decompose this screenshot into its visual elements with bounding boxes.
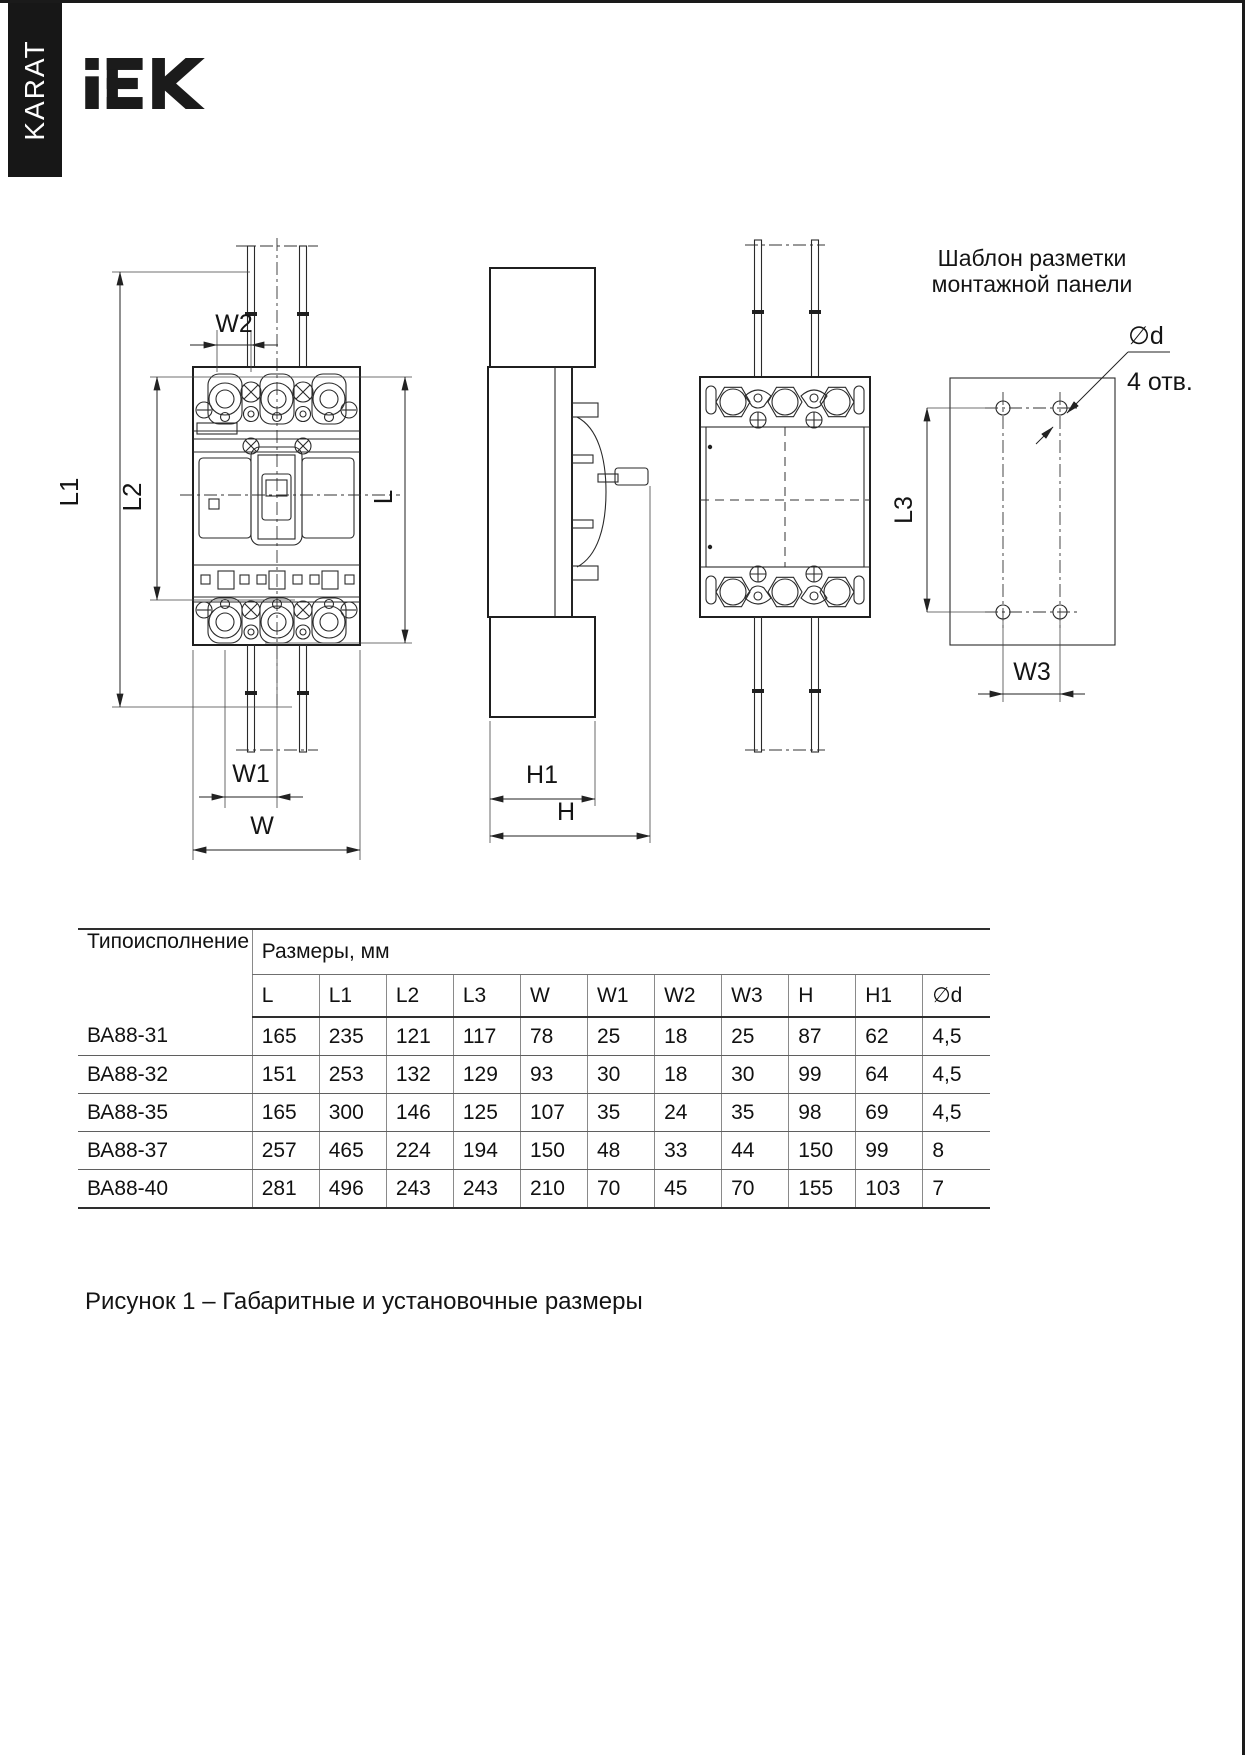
dim-l1-label: L1 [54,477,84,507]
dim-column-header: W2 [655,975,722,1018]
table-row [78,1056,990,1094]
dim-column-header: W1 [588,975,655,1018]
dimension-value-cell: 25 [722,1017,789,1056]
dimension-value-cell: 99 [856,1132,923,1170]
dimension-value-cell: 235 [319,1017,386,1056]
dim-w-label: W [250,812,274,840]
dimension-value-cell: 70 [588,1170,655,1209]
dimension-value-cell: 25 [588,1017,655,1056]
back-view [700,240,870,752]
dim-column-header: L1 [319,975,386,1018]
side-view-dimensions [490,486,650,843]
dim-w3-label: W3 [1013,658,1051,686]
dimension-value-cell: 253 [319,1056,386,1094]
dimension-value-cell: 107 [520,1094,587,1132]
dimension-value-cell: 98 [789,1094,856,1132]
table-row [78,1094,990,1132]
template-title-line1: Шаблон разметки [937,245,1127,271]
front-view [180,238,400,752]
dimension-value-cell: 146 [386,1094,453,1132]
dimension-value-cell: 48 [588,1132,655,1170]
karat-label: KARAT [19,39,50,141]
type-designation-cell: ВА88-40 [87,1176,169,1200]
template-title-line2: монтажной панели [931,271,1133,297]
dimension-value-cell: 165 [252,1094,319,1132]
dimension-value-cell: 150 [520,1132,587,1170]
dimension-value-cell: 155 [789,1170,856,1209]
dimension-value-cell: 257 [252,1132,319,1170]
dimension-value-cell: 7 [923,1170,990,1209]
table-row [78,1170,990,1209]
dimension-value-cell: 125 [453,1094,520,1132]
figure-caption: Рисунок 1 – Габаритные и установочные размеры [85,1288,643,1315]
dimension-value-cell: 4,5 [923,1056,990,1094]
dimension-value-cell: 24 [655,1094,722,1132]
dimension-value-cell: 465 [319,1132,386,1170]
dim-column-header: L [252,975,319,1018]
dimension-value-cell: 117 [453,1017,520,1056]
type-designation-cell: ВА88-31 [78,1017,252,1056]
dimension-value-cell: 18 [655,1056,722,1094]
dim-column-header: L3 [453,975,520,1018]
dimension-value-cell: 30 [722,1056,789,1094]
type-designation-cell: ВА88-35 [78,1094,252,1132]
dimension-value-cell: 30 [588,1056,655,1094]
dim-l3-label: L3 [890,496,918,524]
dim-column-header: W [520,975,587,1018]
dimension-value-cell: 93 [520,1056,587,1094]
dim-w2-label: W2 [215,310,253,338]
holes-count-label: 4 отв. [1127,368,1193,396]
dimension-value-cell: 132 [386,1056,453,1094]
dimension-value-cell: 103 [856,1170,923,1209]
dim-h-label: H [556,798,576,826]
dim-column-header: H1 [856,975,923,1018]
dimension-value-cell: 78 [520,1017,587,1056]
table-row [78,1017,990,1056]
dimension-value-cell: 165 [252,1017,319,1056]
dim-column-header: W3 [722,975,789,1018]
dimension-value-cell: 151 [252,1056,319,1094]
dim-l-label: L [368,489,398,505]
dimension-value-cell: 4,5 [923,1017,990,1056]
dimension-value-cell: 496 [319,1170,386,1209]
dimension-value-cell: 99 [789,1056,856,1094]
hole-diameter-label: ∅d [1128,322,1164,350]
side-view [488,268,648,717]
dim-column-header: H [789,975,856,1018]
dimension-value-cell: 18 [655,1017,722,1056]
dimension-value-cell: 70 [722,1170,789,1209]
dim-w1-label: W1 [232,760,270,788]
dimension-value-cell: 129 [453,1056,520,1094]
dimension-value-cell: 121 [386,1017,453,1056]
dim-h1-label: H1 [526,761,558,789]
dimension-value-cell: 33 [655,1132,722,1170]
type-designation-cell: ВА88-32 [78,1056,252,1094]
dim-column-header: ∅d [923,975,990,1018]
dimension-value-cell: 210 [520,1170,587,1209]
dimension-value-cell: 35 [722,1094,789,1132]
dimension-value-cell: 224 [386,1132,453,1170]
dimension-value-cell: 300 [319,1094,386,1132]
dimension-value-cell: 35 [588,1094,655,1132]
dimension-value-cell: 87 [789,1017,856,1056]
mounting-template-view [890,245,1193,702]
dimension-value-cell: 150 [789,1132,856,1170]
type-designation-cell: ВА88-37 [78,1132,252,1170]
dimension-value-cell: 62 [856,1017,923,1056]
dimension-value-cell: 44 [722,1132,789,1170]
dimension-value-cell: 281 [252,1170,319,1209]
dimensions-table [78,928,990,1209]
dimension-value-cell: 69 [856,1094,923,1132]
sizes-group-header: Размеры, мм [252,929,990,975]
dimension-value-cell: 243 [386,1170,453,1209]
dimension-value-cell: 8 [923,1132,990,1170]
table-body [78,1017,990,1208]
dimension-value-cell: 4,5 [923,1094,990,1132]
front-view-dimensions [54,272,412,860]
dimension-value-cell: 45 [655,1170,722,1209]
dimension-value-cell: 64 [856,1056,923,1094]
table-row [78,1132,990,1170]
dimension-value-cell: 194 [453,1132,520,1170]
type-column-header: Типоисполнение [87,930,250,953]
dimension-value-cell: 243 [453,1170,520,1209]
dim-column-header: L2 [386,975,453,1018]
dim-l2-label: L2 [117,482,147,512]
